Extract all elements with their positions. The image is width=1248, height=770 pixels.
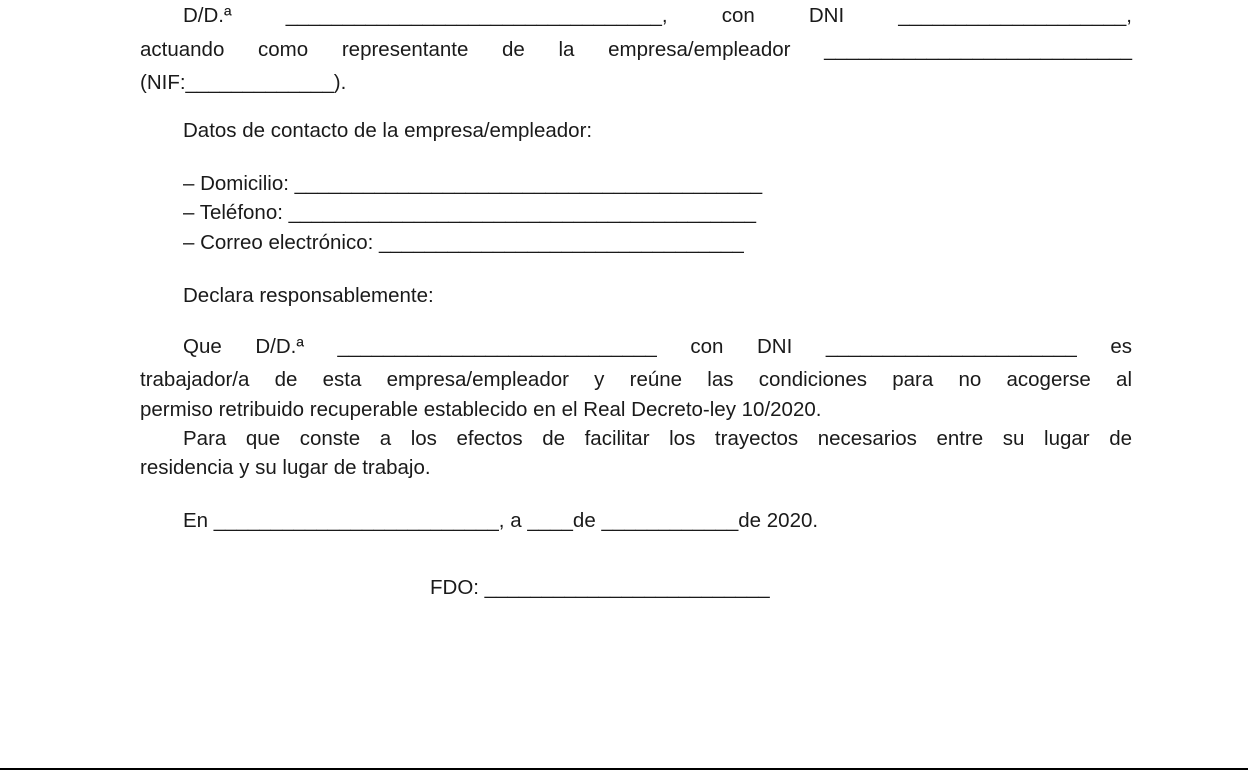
domicilio-blank[interactable]: _________________________________________ xyxy=(294,172,763,195)
contact-item-label: – Teléfono: xyxy=(183,201,283,224)
day-blank[interactable]: ____de xyxy=(527,509,596,532)
declaration-line-5: residencia y su lugar de trabajo. xyxy=(140,456,431,479)
worker-dni-blank[interactable]: ______________________ xyxy=(825,335,1077,358)
nif-blank[interactable]: (NIF:_____________). xyxy=(140,71,347,94)
signature-line xyxy=(140,574,1132,602)
date-line xyxy=(140,507,1132,535)
contact-item-domicilio xyxy=(140,170,1132,198)
declarant-dni-blank[interactable]: ____________________, xyxy=(898,4,1132,27)
contact-item-label: – Correo electrónico: xyxy=(183,231,374,254)
place-blank[interactable]: _________________________, xyxy=(213,509,505,532)
date-a-label: a xyxy=(510,509,522,532)
telefono-blank[interactable]: _________________________________________ xyxy=(288,201,757,224)
worker-prefix: Que D/D.ª xyxy=(183,335,304,358)
signature-label: FDO: xyxy=(430,576,479,599)
date-en-label: En xyxy=(183,509,209,532)
declarant-dni-label: con DNI xyxy=(721,4,845,27)
worker-line xyxy=(140,333,1132,361)
worker-dni-label: con DNI xyxy=(690,335,793,358)
declaration-line-3: permiso retribuido recuperable establecido en el Real Decreto-ley 10/2020. xyxy=(140,398,822,421)
contact-item-telefono xyxy=(140,199,1132,227)
worker-suffix: es xyxy=(1110,335,1132,358)
representative-text: actuando como representante de la empresa/empleador xyxy=(140,38,791,61)
signature-blank[interactable]: _________________________ xyxy=(484,576,770,599)
company-blank[interactable]: ___________________________ xyxy=(824,38,1132,61)
declarant-prefix: D/D.ª xyxy=(183,4,232,27)
month-year-blank[interactable]: ____________de 2020. xyxy=(601,509,819,532)
declaration-heading: Declara responsablemente: xyxy=(183,284,434,307)
contact-heading: Datos de contacto de la empresa/empleador: xyxy=(183,119,593,142)
declarant-name-blank[interactable]: _________________________________, xyxy=(285,4,668,27)
contact-item-label: – Domicilio: xyxy=(183,172,289,195)
worker-name-blank[interactable]: ____________________________ xyxy=(337,335,657,358)
correo-blank[interactable]: ________________________________ xyxy=(379,231,744,254)
declaration-line-4: Para que conste a los efectos de facilitar los trayectos necesarios entre su lugar de xyxy=(183,427,1132,450)
declaration-line-2: trabajador/a de esta empresa/empleador y reúne las condiciones para no acogerse al xyxy=(140,368,1132,391)
representative-line xyxy=(140,36,1132,64)
declarant-line xyxy=(140,2,1132,30)
nif-line xyxy=(140,69,1132,97)
contact-item-correo xyxy=(140,229,1132,257)
